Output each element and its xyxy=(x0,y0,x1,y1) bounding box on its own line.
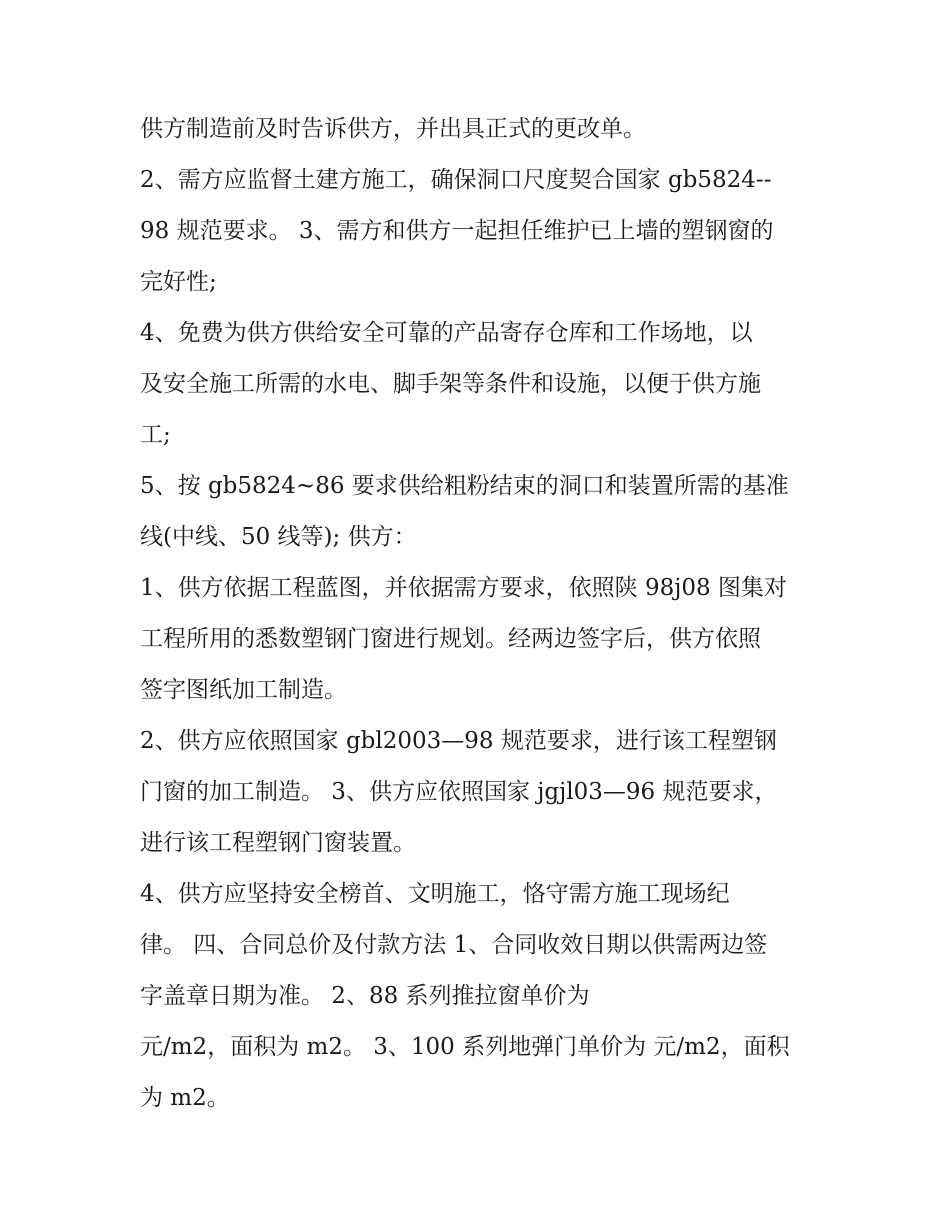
text-line: 元/m2，面积为 m2。 3、100 系列地弹门单价为 元/m2，面积 xyxy=(140,1034,790,1060)
contract-text xyxy=(140,104,820,1124)
text-line: 2、供方应依照国家 gbl2003—98 规范要求，进行该工程塑钢 xyxy=(140,728,777,754)
text-line: 4、免费为供方供给安全可靠的产品寄存仓库和工作场地，以 xyxy=(140,320,753,346)
text-line: 2、需方应监督土建方施工，确保洞口尺度契合国家 gb5824-- xyxy=(140,167,772,193)
text-line: 5、按 gb5824~86 要求供给粗粉结束的洞口和装置所需的基准 xyxy=(140,473,789,499)
text-line: 1、供方依据工程蓝图，并依据需方要求，依照陕 98j08 图集对 xyxy=(140,575,787,601)
text-line: 及安全施工所需的水电、脚手架等条件和设施，以便于供方施 xyxy=(140,371,761,397)
text-line: 4、供方应坚持安全榜首、文明施工，恪守需方施工现场纪 xyxy=(140,881,730,907)
text-line: 工; xyxy=(140,422,171,448)
text-line: 字盖章日期为准。 2、88 系列推拉窗单价为 xyxy=(140,983,590,1009)
text-line: 为 m2。 xyxy=(140,1085,230,1111)
text-line: 线(中线、50 线等); 供方： xyxy=(140,524,417,550)
text-line: 门窗的加工制造。 3、供方应依照国家 jgjl03—96 规范要求， xyxy=(140,779,778,805)
text-line: 签字图纸加工制造。 xyxy=(140,677,347,703)
text-line: 律。 四、合同总价及付款方法 1、合同收效日期以供需两边签 xyxy=(140,932,768,958)
text-line: 98 规范要求。 3、需方和供方一起担任维护已上墙的塑钢窗的 xyxy=(140,218,774,244)
text-line: 完好性; xyxy=(140,269,217,295)
text-line: 供方制造前及时告诉供方，并出具正式的更改单。 xyxy=(140,116,646,142)
text-line: 进行该工程塑钢门窗装置。 xyxy=(140,830,416,856)
text-line: 工程所用的悉数塑钢门窗进行规划。经两边签字后，供方依照 xyxy=(140,626,761,652)
